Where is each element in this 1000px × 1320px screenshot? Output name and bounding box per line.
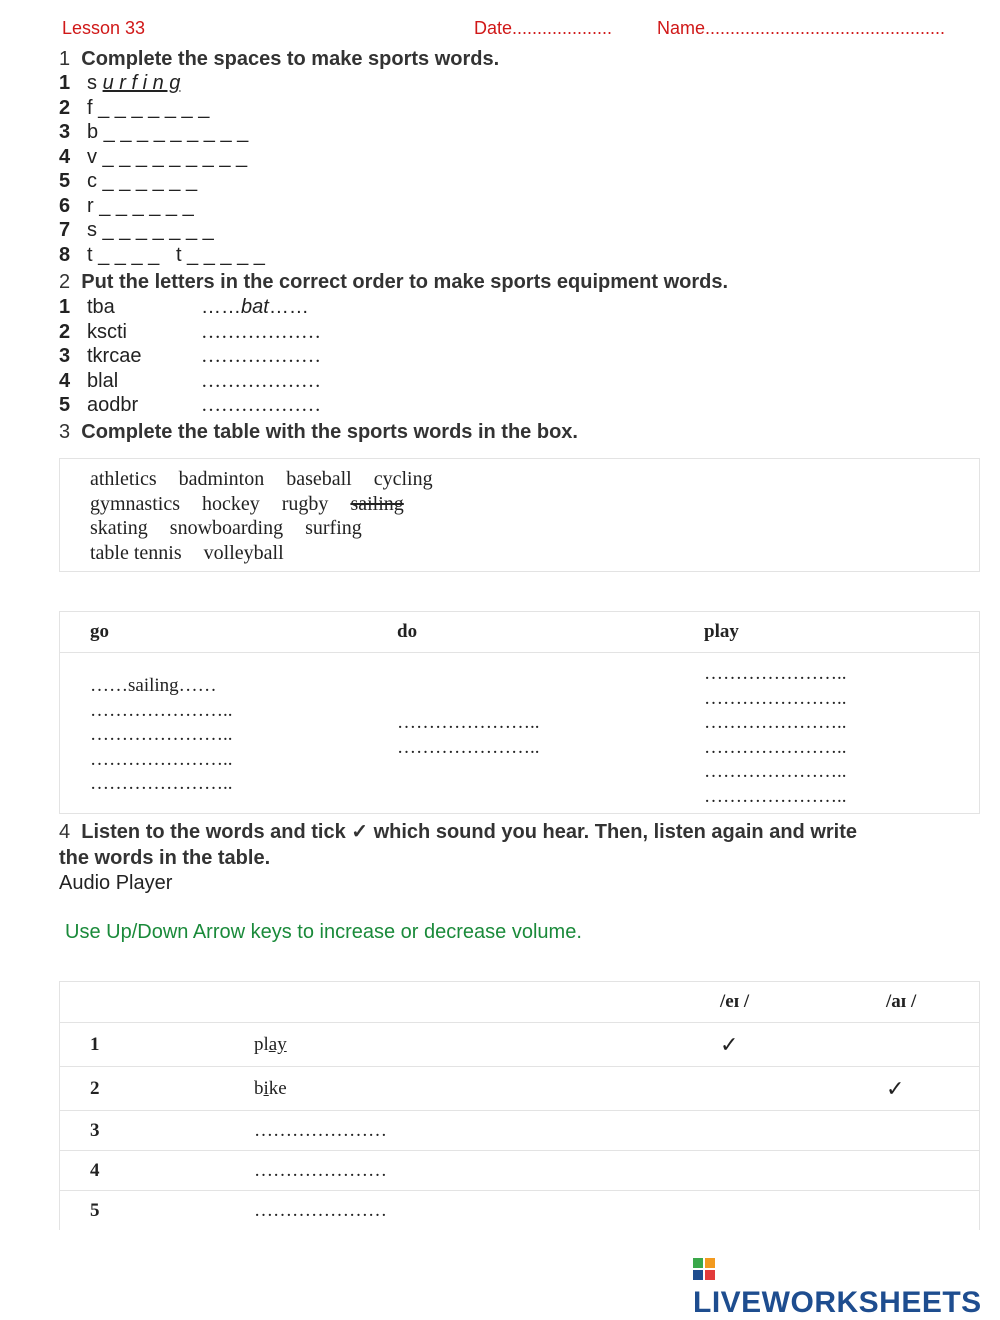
answer-blank[interactable]: ………………….. <box>90 773 233 794</box>
ex1-item <box>59 146 247 169</box>
answer-blank[interactable]: ………………….. <box>704 785 847 807</box>
word-blank[interactable]: ………………… <box>254 1200 387 1221</box>
answer-blank[interactable]: ………………….. <box>397 712 540 733</box>
answer-dots: …… <box>268 296 309 318</box>
exercise-3-heading <box>59 421 578 444</box>
box-word: hockey <box>202 492 260 515</box>
scrambled-letters: kscti <box>87 320 127 343</box>
header-go: go <box>90 621 109 642</box>
box-word: cycling <box>373 468 433 490</box>
row-number: 1 <box>90 1034 100 1055</box>
ex1-item <box>59 97 209 120</box>
item-number: 6 <box>59 194 71 217</box>
word-box <box>59 458 980 572</box>
exercise-4-heading-cont <box>59 847 270 870</box>
item-number: 2 <box>59 320 71 343</box>
word-box-line <box>90 468 455 491</box>
box-word: skating <box>90 517 148 539</box>
play-column <box>704 662 847 809</box>
ex2-item <box>59 321 321 344</box>
scrambled-letters: tba <box>87 296 115 318</box>
example-answer: ……sailing…… <box>90 675 217 696</box>
exercise-instruction: Complete the spaces to make sports words. <box>81 48 500 70</box>
word-part: pl <box>254 1034 269 1055</box>
answer-blank[interactable]: ……………… <box>201 394 321 416</box>
item-number: 3 <box>59 345 71 367</box>
date-field[interactable]: Date.................... <box>474 18 613 38</box>
word-blank[interactable]: c _ _ _ _ _ _ <box>87 170 198 192</box>
table-row <box>60 1023 979 1067</box>
scrambled-letters: blal <box>87 369 119 392</box>
header-ai: /aɪ / <box>886 991 917 1012</box>
scrambled-letters: aodbr <box>87 394 139 416</box>
ex1-item <box>59 121 248 144</box>
logo-text: LIVEWORKSHEETS <box>693 1286 982 1319</box>
tick-ei-cell[interactable]: ✓ <box>720 1032 739 1057</box>
answer-blank[interactable]: ……………… <box>201 369 321 392</box>
sound-table-header <box>60 982 979 1023</box>
answer-blank[interactable]: ………………….. <box>704 687 847 709</box>
sound-table <box>59 981 980 1230</box>
box-word: sailing <box>350 492 404 515</box>
answer-blank[interactable]: ………………….. <box>704 736 847 758</box>
ex2-item <box>59 345 321 368</box>
item-number: 4 <box>59 145 71 168</box>
box-word: athletics <box>90 468 157 490</box>
example-word <box>254 1078 287 1100</box>
exercise-number: 3 <box>59 421 71 443</box>
row-number: 3 <box>90 1120 100 1141</box>
liveworksheets-logo <box>693 1252 1000 1320</box>
answer-blank[interactable]: ………………….. <box>704 761 847 782</box>
header-play: play <box>704 621 739 642</box>
box-word: snowboarding <box>169 517 284 539</box>
word-part: i <box>263 1078 269 1099</box>
ex1-item <box>59 72 180 95</box>
exercise-number: 2 <box>59 271 71 293</box>
answer-blank[interactable]: ………………….. <box>397 736 540 758</box>
row-number: 2 <box>90 1078 100 1099</box>
word-blank[interactable]: r _ _ _ _ _ _ <box>87 194 194 217</box>
exercise-1-heading <box>59 48 499 71</box>
answer-blank[interactable]: ……………… <box>201 345 321 367</box>
ex2-item <box>59 370 321 393</box>
word-blank[interactable]: s _ _ _ _ _ _ _ <box>87 219 214 241</box>
exercise-number: 4 <box>59 821 71 843</box>
item-number: 2 <box>59 96 71 119</box>
box-word: surfing <box>305 517 362 539</box>
row-number: 5 <box>90 1200 100 1221</box>
table-row <box>60 1151 979 1191</box>
word-blank[interactable]: ………………… <box>254 1160 387 1181</box>
example-answer: u r f i n g <box>102 72 181 94</box>
answer-blank[interactable]: ………………….. <box>90 699 233 721</box>
item-number: 3 <box>59 121 71 143</box>
word-box-line <box>90 493 426 516</box>
answer-blank[interactable]: ……………… <box>201 320 321 343</box>
ex1-item <box>59 170 197 193</box>
tick-ai-cell[interactable]: ✓ <box>886 1076 905 1101</box>
exercise-4-heading <box>59 819 857 844</box>
word-box-line <box>90 517 384 540</box>
item-number: 1 <box>59 72 71 94</box>
answer-blank[interactable]: ………………….. <box>704 712 847 733</box>
table-row <box>60 1191 979 1231</box>
sports-table <box>59 611 980 814</box>
box-word: rugby <box>281 492 329 515</box>
item-number: 1 <box>59 296 71 318</box>
word-blank[interactable]: t _ _ _ _ t _ _ _ _ _ <box>87 243 265 266</box>
box-word: table tennis <box>90 541 182 564</box>
table-header <box>60 612 979 653</box>
ex1-item <box>59 219 214 242</box>
name-field[interactable]: Name................................................ <box>657 18 946 38</box>
ex2-item <box>59 394 321 417</box>
scrambled-letters: tkrcae <box>87 345 142 367</box>
answer-blank[interactable]: ………………….. <box>90 724 233 745</box>
box-word: baseball <box>286 468 352 490</box>
exercise-instruction: Complete the table with the sports words in the box. <box>81 421 578 443</box>
word-blank[interactable]: f _ _ _ _ _ _ _ <box>87 96 210 119</box>
word-part: ay <box>268 1034 287 1055</box>
logo-icon <box>693 1258 715 1280</box>
table-row <box>60 1111 979 1151</box>
lesson-title: Lesson 33 <box>62 18 146 38</box>
item-number: 5 <box>59 170 71 192</box>
answer-dots: …… <box>201 296 241 318</box>
item-letter: s <box>87 72 97 94</box>
ex2-item <box>59 296 309 319</box>
item-number: 8 <box>59 243 71 266</box>
go-column <box>90 674 233 797</box>
header-do: do <box>397 621 418 642</box>
exercise-number: 1 <box>59 48 71 70</box>
do-column <box>397 711 540 760</box>
word-part: b <box>254 1078 264 1099</box>
item-number: 5 <box>59 394 71 416</box>
exercise-instruction: Listen to the words and tick ✓ which sound you hear. Then, listen again and write <box>81 821 858 843</box>
audio-player[interactable]: Audio Player <box>59 872 173 894</box>
answer-blank[interactable]: ………………….. <box>90 748 233 770</box>
example-word <box>254 1034 287 1056</box>
word-box-line <box>90 542 306 565</box>
exercise-instruction: Put the letters in the correct order to make sports equipment words. <box>81 271 729 293</box>
item-number: 7 <box>59 219 71 241</box>
exercise-2-heading <box>59 271 728 294</box>
row-number: 4 <box>90 1160 100 1181</box>
header-ei: /eɪ / <box>720 991 750 1012</box>
answer-blank[interactable]: ………………….. <box>704 663 847 684</box>
word-blank[interactable]: v _ _ _ _ _ _ _ _ _ <box>87 145 248 168</box>
ex1-item <box>59 195 194 218</box>
word-blank[interactable]: ………………… <box>254 1120 387 1141</box>
item-number: 4 <box>59 369 71 392</box>
audio-volume-hint: Use Up/Down Arrow keys to increase or decrease volume. <box>65 921 582 943</box>
word-part: ke <box>268 1078 287 1099</box>
example-answer: bat <box>241 296 269 318</box>
exercise-instruction-cont: the words in the table. <box>59 847 271 869</box>
box-word: volleyball <box>203 541 284 564</box>
box-word: badminton <box>178 468 265 490</box>
box-word: gymnastics <box>90 492 180 515</box>
ex1-item <box>59 244 265 267</box>
word-blank[interactable]: b _ _ _ _ _ _ _ _ _ <box>87 121 249 143</box>
table-row <box>60 1067 979 1111</box>
